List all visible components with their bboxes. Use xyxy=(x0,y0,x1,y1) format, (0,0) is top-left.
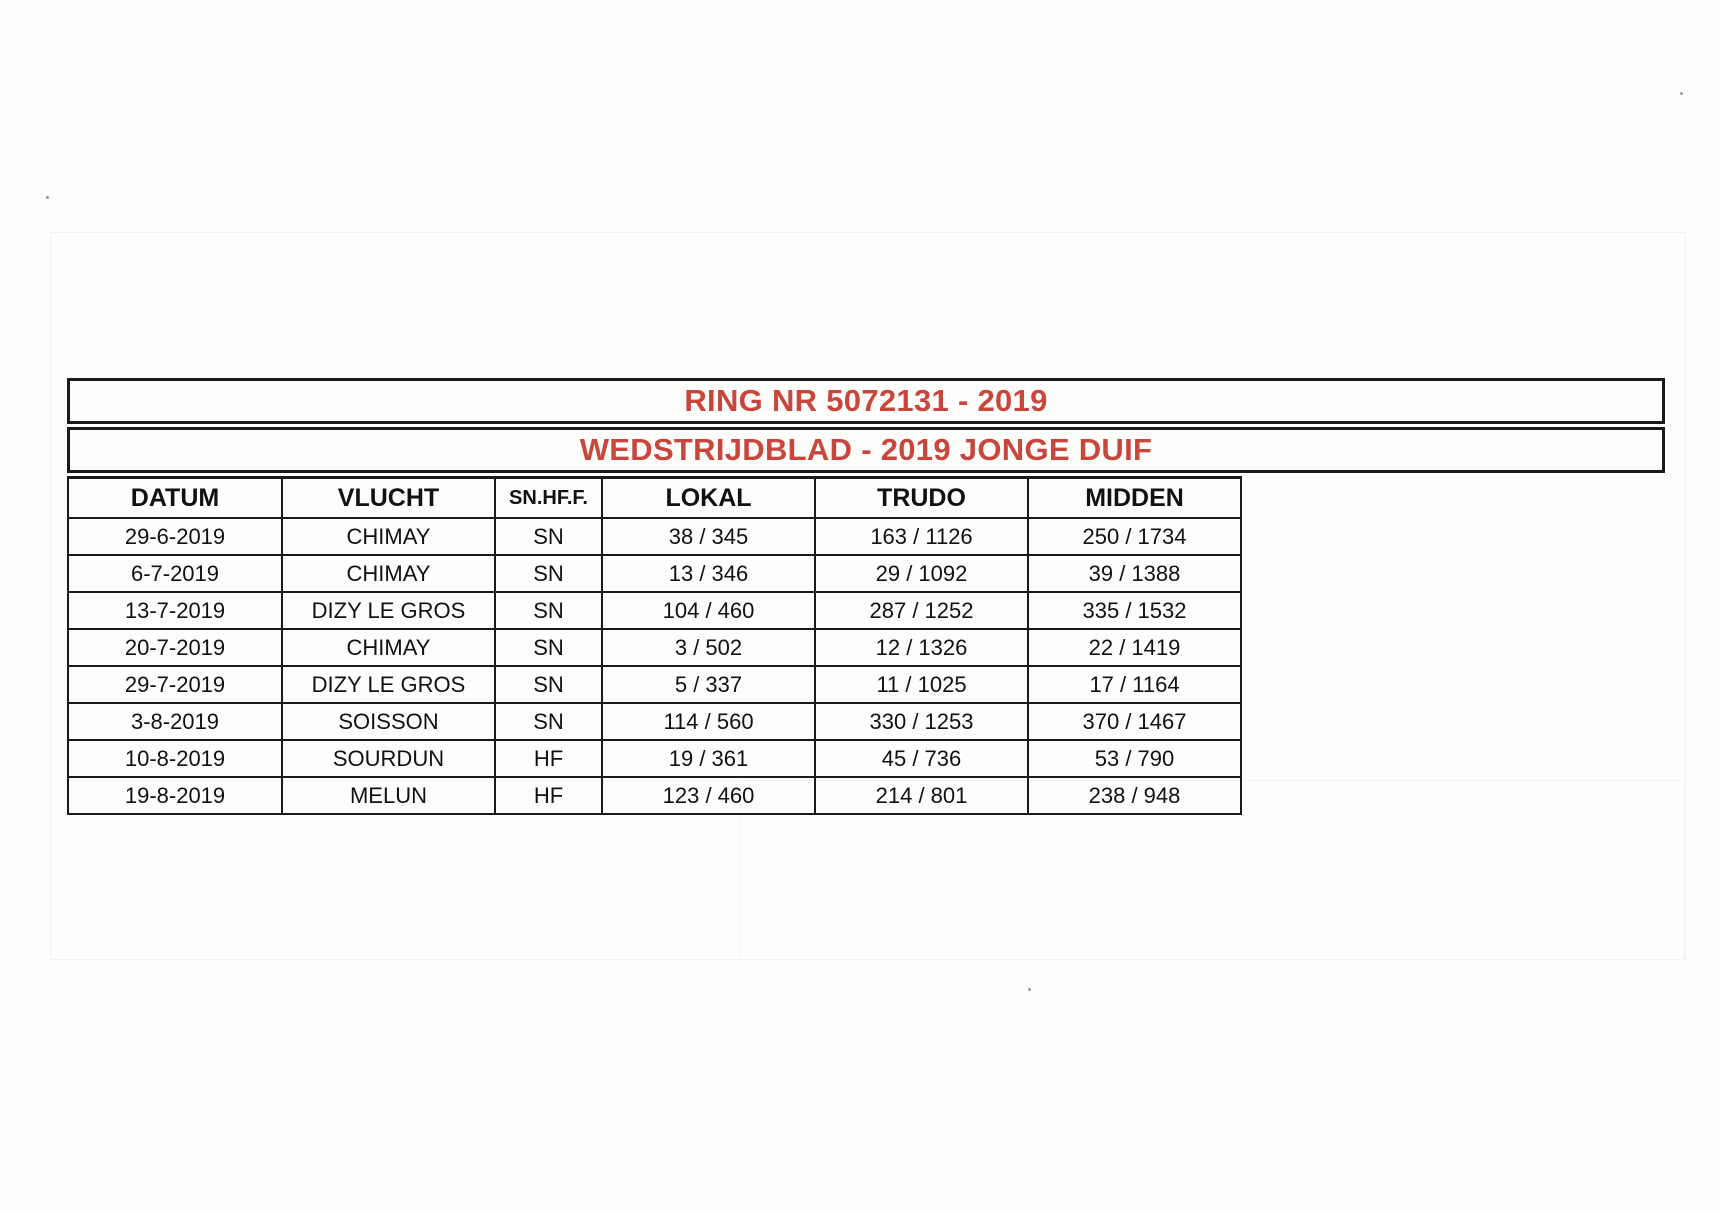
race-results-table xyxy=(67,476,1242,815)
cell-midden: 39 / 1388 xyxy=(1028,555,1241,592)
cell-datum: 3-8-2019 xyxy=(68,703,282,740)
table-row xyxy=(68,666,1241,703)
scan-speck xyxy=(1028,988,1031,991)
cell-vlucht: SOURDUN xyxy=(282,740,495,777)
cell-sn-hf-f: SN xyxy=(495,703,602,740)
cell-sn-hf-f: SN xyxy=(495,518,602,555)
header-vlucht: VLUCHT xyxy=(282,478,495,519)
table-row xyxy=(68,777,1241,814)
cell-datum: 10-8-2019 xyxy=(68,740,282,777)
table-row xyxy=(68,740,1241,777)
table-row xyxy=(68,592,1241,629)
cell-sn-hf-f: HF xyxy=(495,777,602,814)
cell-trudo: 45 / 736 xyxy=(815,740,1028,777)
cell-midden: 17 / 1164 xyxy=(1028,666,1241,703)
cell-lokal: 13 / 346 xyxy=(602,555,815,592)
cell-datum: 29-7-2019 xyxy=(68,666,282,703)
cell-sn-hf-f: SN xyxy=(495,666,602,703)
cell-midden: 335 / 1532 xyxy=(1028,592,1241,629)
cell-datum: 20-7-2019 xyxy=(68,629,282,666)
ring-number-title: RING NR 5072131 - 2019 xyxy=(67,378,1665,424)
cell-trudo: 29 / 1092 xyxy=(815,555,1028,592)
cell-lokal: 5 / 337 xyxy=(602,666,815,703)
cell-trudo: 163 / 1126 xyxy=(815,518,1028,555)
cell-trudo: 330 / 1253 xyxy=(815,703,1028,740)
cell-trudo: 12 / 1326 xyxy=(815,629,1028,666)
cell-midden: 250 / 1734 xyxy=(1028,518,1241,555)
cell-datum: 19-8-2019 xyxy=(68,777,282,814)
sheet-subtitle: WEDSTRIJDBLAD - 2019 JONGE DUIF xyxy=(67,427,1665,473)
cell-sn-hf-f: HF xyxy=(495,740,602,777)
cell-vlucht: CHIMAY xyxy=(282,629,495,666)
table-row xyxy=(68,629,1241,666)
cell-lokal: 38 / 345 xyxy=(602,518,815,555)
table-row xyxy=(68,518,1241,555)
cell-lokal: 19 / 361 xyxy=(602,740,815,777)
cell-datum: 6-7-2019 xyxy=(68,555,282,592)
scan-speck xyxy=(46,196,49,199)
cell-vlucht: MELUN xyxy=(282,777,495,814)
cell-midden: 238 / 948 xyxy=(1028,777,1241,814)
cell-midden: 22 / 1419 xyxy=(1028,629,1241,666)
cell-datum: 13-7-2019 xyxy=(68,592,282,629)
header-midden: MIDDEN xyxy=(1028,478,1241,519)
table-row xyxy=(68,703,1241,740)
cell-lokal: 104 / 460 xyxy=(602,592,815,629)
scan-speck xyxy=(1680,92,1683,95)
cell-midden: 370 / 1467 xyxy=(1028,703,1241,740)
cell-trudo: 287 / 1252 xyxy=(815,592,1028,629)
cell-midden: 53 / 790 xyxy=(1028,740,1241,777)
cell-datum: 29-6-2019 xyxy=(68,518,282,555)
table-row xyxy=(68,555,1241,592)
cell-trudo: 214 / 801 xyxy=(815,777,1028,814)
header-row xyxy=(68,478,1241,519)
cell-trudo: 11 / 1025 xyxy=(815,666,1028,703)
cell-sn-hf-f: SN xyxy=(495,555,602,592)
header-trudo: TRUDO xyxy=(815,478,1028,519)
cell-vlucht: DIZY LE GROS xyxy=(282,666,495,703)
cell-vlucht: CHIMAY xyxy=(282,555,495,592)
cell-vlucht: DIZY LE GROS xyxy=(282,592,495,629)
cell-vlucht: SOISSON xyxy=(282,703,495,740)
header-sn-hf-f: SN.HF.F. xyxy=(495,478,602,519)
cell-lokal: 123 / 460 xyxy=(602,777,815,814)
header-datum: DATUM xyxy=(68,478,282,519)
header-lokal: LOKAL xyxy=(602,478,815,519)
cell-vlucht: CHIMAY xyxy=(282,518,495,555)
cell-lokal: 3 / 502 xyxy=(602,629,815,666)
cell-lokal: 114 / 560 xyxy=(602,703,815,740)
cell-sn-hf-f: SN xyxy=(495,629,602,666)
cell-sn-hf-f: SN xyxy=(495,592,602,629)
